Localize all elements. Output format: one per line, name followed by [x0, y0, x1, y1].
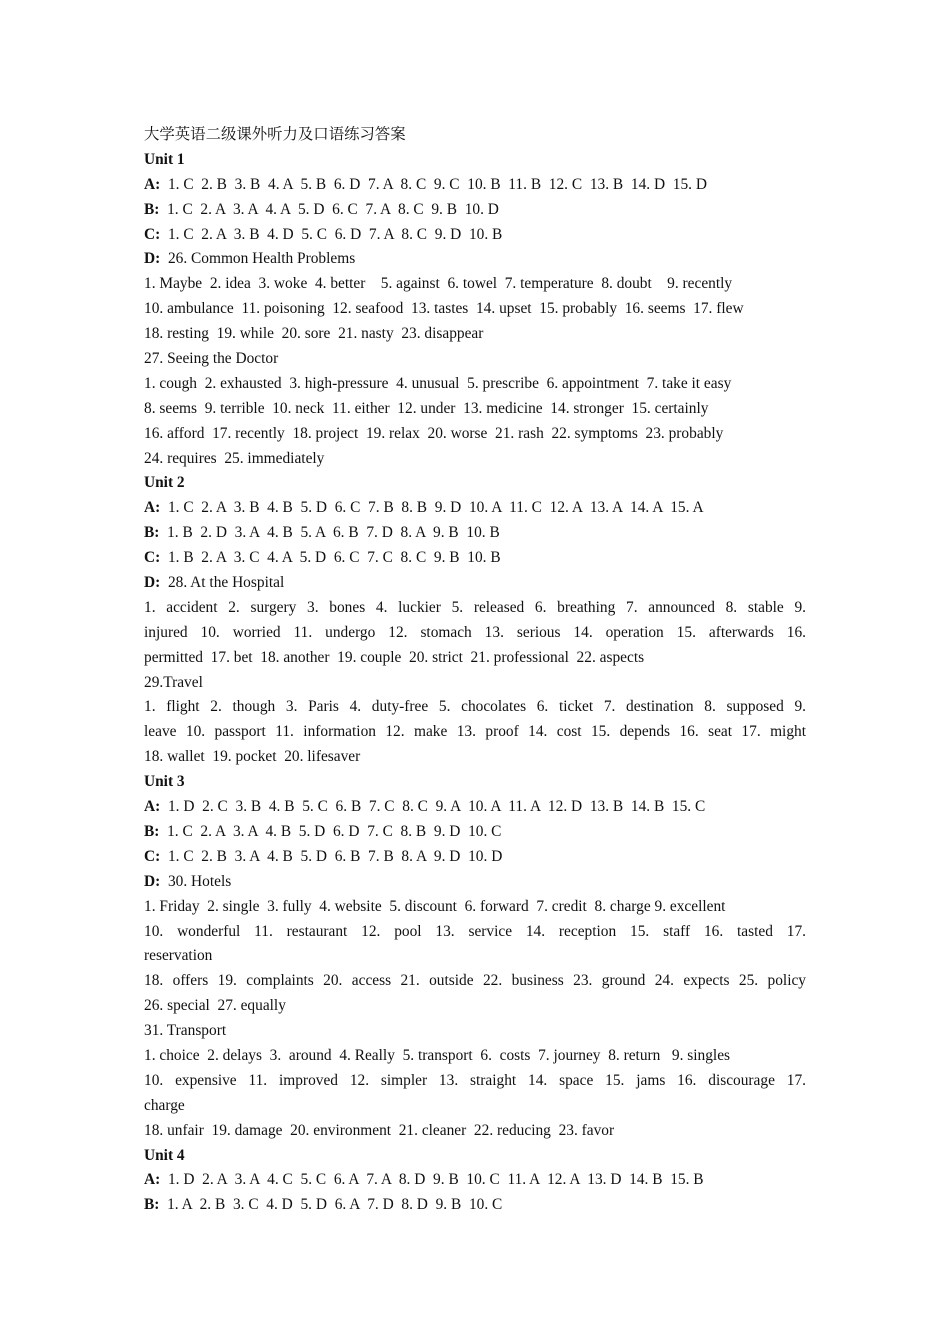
- text-line: 18. resting 19. while 20. sore 21. nasty 23. disappear: [144, 325, 484, 343]
- answer-row: [144, 1193, 806, 1218]
- section-label: C:: [144, 549, 161, 567]
- text-line: 27. Seeing the Doctor: [144, 350, 279, 368]
- text-line: reservation: [144, 947, 213, 965]
- answer-text: 1. A 2. B 3. C 4. D 5. D 6. A 7. D 8. D 9. B 10. C: [159, 1196, 503, 1214]
- section-label: A:: [144, 499, 161, 517]
- section-label: A:: [144, 1171, 161, 1189]
- answer-text: 28. At the Hospital: [160, 574, 285, 592]
- answer-row: [144, 173, 806, 198]
- answer-row: [144, 845, 806, 870]
- answer-text: 30. Hotels: [160, 872, 232, 890]
- text-line: 1. accident 2. surgery 3. bones 4. luckier 5. released 6. breathing 7. announced 8. stable 9.: [144, 598, 806, 616]
- section-label: A:: [144, 175, 161, 193]
- text-line: 8. seems 9. terrible 10. neck 11. either 12. under 13. medicine 14. stronger 15. certainly: [144, 399, 709, 417]
- unit-heading: Unit 4: [144, 1146, 185, 1164]
- text-line: 18. wallet 19. pocket 20. lifesaver: [144, 748, 361, 766]
- section-label: D:: [144, 250, 161, 268]
- answer-row: [144, 820, 806, 845]
- answer-text: 1. C 2. A 3. B 4. B 5. D 6. C 7. B 8. B 9. D 10. A 11. C 12. A 13. A 14. A 15. A: [160, 499, 704, 517]
- section-label: C:: [144, 225, 161, 243]
- text-line: 24. requires 25. immediately: [144, 449, 325, 467]
- answer-row: [144, 795, 806, 820]
- section-label: A:: [144, 798, 161, 816]
- section-label: B:: [144, 524, 160, 542]
- answer-text: 1. B 2. D 3. A 4. B 5. A 6. B 7. D 8. A 9. B 10. B: [159, 524, 500, 542]
- answer-row: [144, 571, 806, 596]
- unit-heading: Unit 1: [144, 150, 185, 168]
- answer-text: 1. C 2. A 3. B 4. D 5. C 6. D 7. A 8. C 9. D 10. B: [160, 225, 503, 243]
- answer-lines: [144, 148, 806, 1218]
- text-line: leave 10. passport 11. information 12. make 13. proof 14. cost 15. depends 16. seat 17. might: [144, 723, 806, 741]
- answer-text: 1. C 2. B 3. B 4. A 5. B 6. D 7. A 8. C 9. C 10. B 11. B 12. C 13. B 14. D 15. D: [160, 175, 707, 193]
- answer-text: 1. D 2. A 3. A 4. C 5. C 6. A 7. A 8. D 9. B 10. C 11. A 12. A 13. D 14. B 15. B: [160, 1171, 704, 1189]
- answer-text: 1. B 2. A 3. C 4. A 5. D 6. C 7. C 8. C 9. B 10. B: [160, 549, 501, 567]
- text-line: 1. cough 2. exhausted 3. high-pressure 4. unusual 5. prescribe 6. appointment 7. take it easy: [144, 374, 732, 392]
- text-line: 10. expensive 11. improved 12. simpler 13. straight 14. space 15. jams 16. discourage 17.: [144, 1071, 806, 1089]
- answer-row: [144, 247, 806, 272]
- answer-row: [144, 198, 806, 223]
- answer-row: [144, 223, 806, 248]
- answer-text: 1. C 2. B 3. A 4. B 5. D 6. B 7. B 8. A 9. D 10. D: [160, 847, 503, 865]
- answer-text: 1. C 2. A 3. A 4. B 5. D 6. D 7. C 8. B 9. D 10. C: [159, 822, 502, 840]
- text-line: 1. flight 2. though 3. Paris 4. duty-free 5. chocolates 6. ticket 7. destination 8. supposed 9.: [144, 698, 806, 716]
- text-line: 29.Travel: [144, 673, 203, 691]
- unit-heading: Unit 2: [144, 474, 185, 492]
- unit-heading: Unit 3: [144, 773, 185, 791]
- answer-text: 1. D 2. C 3. B 4. B 5. C 6. B 7. C 8. C 9. A 10. A 11. A 12. D 13. B 14. B 15. C: [160, 798, 706, 816]
- section-label: B:: [144, 200, 160, 218]
- answer-row: [144, 496, 806, 521]
- answer-row: [144, 870, 806, 895]
- text-line: 10. ambulance 11. poisoning 12. seafood 13. tastes 14. upset 15. probably 16. seems 17. flew: [144, 300, 744, 318]
- text-line: injured 10. worried 11. undergo 12. stomach 13. serious 14. operation 15. afterwards 16.: [144, 623, 806, 641]
- answer-text: 1. C 2. A 3. A 4. A 5. D 6. C 7. A 8. C 9. B 10. D: [159, 200, 499, 218]
- answer-row: [144, 521, 806, 546]
- section-label: D:: [144, 872, 161, 890]
- document-title: 大学英语二级课外听力及口语练习答案: [144, 126, 406, 143]
- answer-key-page: [144, 123, 806, 1218]
- answer-row: [144, 546, 806, 571]
- text-line: charge: [144, 1096, 185, 1114]
- text-line: 18. unfair 19. damage 20. environment 21. cleaner 22. reducing 23. favor: [144, 1121, 615, 1139]
- text-line: 18. offers 19. complaints 20. access 21. outside 22. business 23. ground 24. expects 25. policy: [144, 972, 806, 990]
- text-line: permitted 17. bet 18. another 19. couple 20. strict 21. professional 22. aspects: [144, 648, 645, 666]
- text-line: 1. Maybe 2. idea 3. woke 4. better 5. against 6. towel 7. temperature 8. doubt 9. recently: [144, 275, 733, 293]
- section-label: B:: [144, 1196, 160, 1214]
- section-label: C:: [144, 847, 161, 865]
- section-label: B:: [144, 822, 160, 840]
- text-line: 1. Friday 2. single 3. fully 4. website 5. discount 6. forward 7. credit 8. charge 9. excellent: [144, 897, 726, 915]
- text-line: 10. wonderful 11. restaurant 12. pool 13. service 14. reception 15. staff 16. tasted 17.: [144, 922, 806, 940]
- text-line: 31. Transport: [144, 1022, 227, 1040]
- text-line: 16. afford 17. recently 18. project 19. relax 20. worse 21. rash 22. symptoms 23. probably: [144, 424, 724, 442]
- section-label: D:: [144, 574, 161, 592]
- answer-text: 26. Common Health Problems: [160, 250, 356, 268]
- text-line: 26. special 27. equally: [144, 997, 286, 1015]
- answer-row: [144, 1168, 806, 1193]
- text-line: 1. choice 2. delays 3. around 4. Really 5. transport 6. costs 7. journey 8. return 9. singles: [144, 1046, 731, 1064]
